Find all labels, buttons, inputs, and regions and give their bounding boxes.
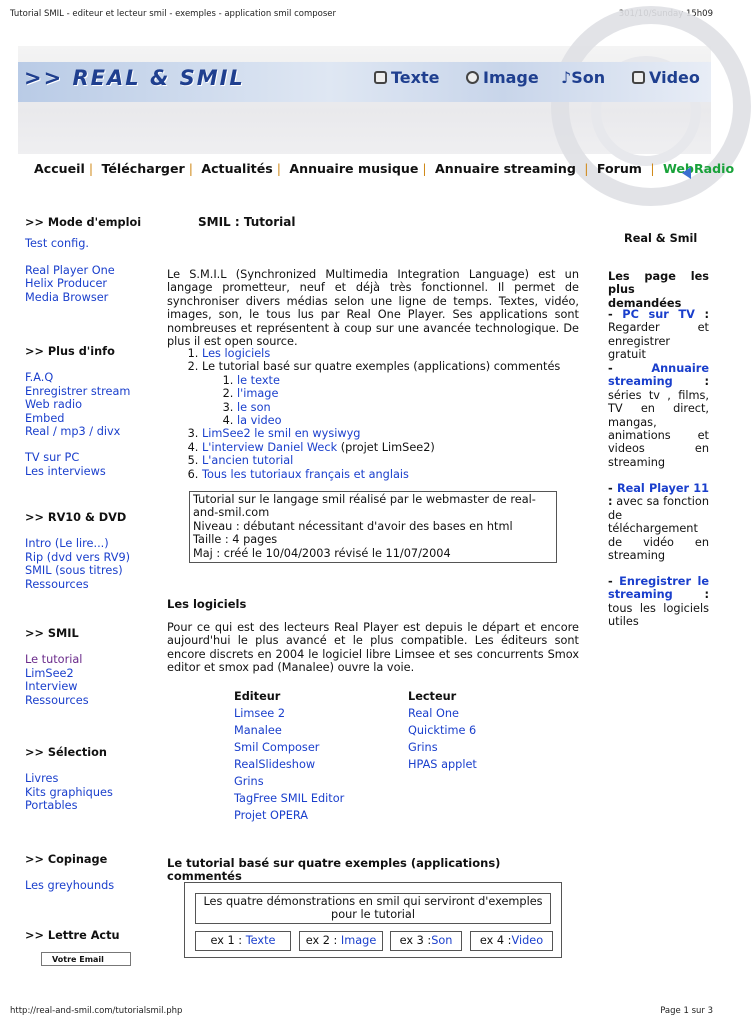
sidebar-link-smil-sous-titres[interactable]: SMIL (sous titres) [25, 564, 123, 578]
sidebar-heading: >> Lettre Actu [25, 929, 120, 942]
sidebar-link-greyhounds[interactable]: Les greyhounds [25, 879, 115, 893]
toc-link-limsee2[interactable]: LimSee2 le smil en wysiwyg [202, 427, 361, 441]
info-line: Taille : 4 pages [193, 533, 278, 547]
toc-item [202, 468, 582, 481]
sidebar-heading: >> Mode d'emploi [25, 216, 142, 229]
toc-link-logiciels[interactable]: Les logiciels [202, 347, 271, 360]
toc-item [202, 427, 582, 440]
toc-sublist [237, 374, 582, 428]
table-of-contents [202, 347, 582, 481]
sidebar-link-ressources[interactable]: Ressources [25, 577, 89, 591]
toc-link-video[interactable]: la video [237, 414, 282, 428]
speaker-icon[interactable] [682, 167, 691, 179]
sidebar-link-interview[interactable]: Interview [25, 680, 78, 694]
lecteur-link[interactable]: Quicktime 6 [408, 724, 477, 737]
banner-menu-son[interactable]: ♪Son [561, 68, 606, 87]
demo-description: Les quatre démonstrations en smil qui serviront d'exemples pour le tutorial [195, 893, 551, 924]
nav-annuaire-musique[interactable]: Annuaire musique [289, 161, 419, 176]
newsletter-email-field[interactable]: Votre Email [41, 952, 131, 966]
toc-link-texte[interactable]: le texte [237, 373, 280, 387]
right-item-annuaire: - Annuaire streaming : séries tv , films, TV en direct, mangas, animations et videos en streaming [608, 362, 709, 469]
nav-webradio[interactable]: WebRadio [662, 161, 735, 176]
music-note-icon: ♪ [561, 68, 572, 87]
lecteur-heading: Lecteur [408, 690, 457, 703]
nav-separator: | [650, 161, 655, 176]
example-3-button[interactable]: ex 3 :Son [390, 931, 462, 951]
toc-link-ancien-tutorial[interactable]: L'ancien tutorial [202, 454, 294, 468]
sidebar-heading: >> RV10 & DVD [25, 511, 127, 524]
sidebar-link-portables[interactable]: Portables [25, 799, 78, 813]
lecteur-link[interactable]: Real One [408, 707, 459, 720]
example-2-button[interactable]: ex 2 : Image [299, 931, 383, 951]
sidebar-heading: >> Plus d'info [25, 345, 115, 358]
nav-separator: | [88, 161, 94, 176]
page-title: SMIL : Tutorial [198, 215, 296, 229]
editeur-link[interactable]: TagFree SMIL Editor [234, 792, 345, 805]
nav-separator: | [188, 161, 193, 176]
sidebar-group-lettre [25, 929, 120, 942]
toc-link-image[interactable]: l'image [237, 387, 279, 401]
info-line: Tutorial sur le langage smil réalisé par le webmaster de real-and-smil.com [193, 493, 536, 520]
sidebar-link-ressources[interactable]: Ressources [25, 693, 89, 707]
right-item-enregistrer: - Enregistrer le streaming : tous les logiciels utiles [608, 575, 709, 629]
right-link-enregistrer-streaming[interactable]: Enregistrer le streaming [608, 575, 709, 602]
video-icon [632, 71, 645, 84]
toc-item [202, 347, 582, 360]
sidebar-link-embed[interactable]: Embed [25, 411, 65, 425]
nav-actualites[interactable]: Actualités [201, 161, 273, 176]
right-link-pc-sur-tv[interactable]: PC sur TV [622, 308, 695, 321]
lecteur-column [408, 688, 477, 773]
sidebar-link-helix-producer[interactable]: Helix Producer [25, 277, 108, 291]
toc-subitem [237, 414, 582, 427]
sidebar-link-livres[interactable]: Livres [25, 772, 59, 786]
right-item-pc-sur-tv: - PC sur TV : Regarder et enregistrer gratuit [608, 308, 709, 362]
right-item-real-player-11: - Real Player 11 : avec sa fonction de téléchargement de vidéo en streaming [608, 482, 710, 563]
sidebar-link-test-config[interactable]: Test config. [25, 237, 89, 251]
editeur-link[interactable]: Projet OPERA [234, 809, 308, 822]
sidebar-link-web-radio[interactable]: Web radio [25, 398, 83, 412]
sidebar-group-smil [25, 627, 89, 707]
sidebar-heading: >> SMIL [25, 627, 79, 640]
editeur-link[interactable]: Smil Composer [234, 741, 320, 754]
demo-box [184, 882, 562, 958]
nav-annuaire-streaming[interactable]: Annuaire streaming [435, 161, 576, 176]
info-line: Maj : créé le 10/04/2003 révisé le 11/07/2004 [193, 546, 451, 560]
example-1-button[interactable]: ex 1 : Texte [195, 931, 291, 951]
toc-link-interview[interactable]: L'interview Daniel Weck [202, 440, 338, 454]
site-banner [18, 46, 711, 154]
main-nav [34, 161, 734, 176]
editeur-link[interactable]: Grins [234, 775, 264, 788]
banner-menu-video[interactable]: Video [632, 68, 700, 87]
sidebar-link-real-player-one[interactable]: Real Player One [25, 263, 115, 277]
image-icon [466, 71, 479, 84]
most-requested-heading: Les page les plus demandées [608, 270, 709, 310]
sidebar-link-tv-sur-pc[interactable]: TV sur PC [25, 451, 80, 465]
editeur-link[interactable]: Limsee 2 [234, 707, 286, 720]
right-link-real-player-11[interactable]: Real Player 11 [616, 482, 710, 495]
editeur-heading: Editeur [234, 690, 281, 703]
section-heading-tutorial: Le tutorial basé sur quatre exemples (applications) commentés [167, 856, 501, 884]
tutorial-info-box [189, 491, 557, 563]
text-icon [374, 71, 387, 84]
print-header-date: 301/10/Sunday 15h09 [618, 9, 713, 19]
section-heading-logiciels: Les logiciels [167, 597, 247, 611]
sidebar-link-intro[interactable]: Intro (Le lire...) [25, 537, 109, 551]
sidebar-link-kits-graphiques[interactable]: Kits graphiques [25, 785, 113, 799]
sidebar-group-selection [25, 746, 113, 813]
lecteur-link[interactable]: Grins [408, 741, 438, 754]
sidebar-heading: >> Sélection [25, 746, 107, 759]
toc-item: 4. L'interview Daniel Weck (projet LimSee2) [202, 441, 582, 454]
nav-forum[interactable]: Forum [596, 161, 642, 176]
toc-link-tous-tutoriaux[interactable]: Tous les tutoriaux français et anglais [202, 467, 409, 481]
sidebar-link-media-browser[interactable]: Media Browser [25, 290, 109, 304]
sidebar-link-faq[interactable]: F.A.Q [25, 371, 54, 385]
sidebar-link-interviews[interactable]: Les interviews [25, 464, 106, 478]
sidebar-group-copinage [25, 853, 114, 893]
toc-subitem [237, 387, 582, 400]
editeur-link[interactable]: RealSlideshow [234, 758, 316, 771]
sidebar-heading: >> Copinage [25, 853, 108, 866]
nav-separator: | [422, 161, 427, 176]
editeur-column [234, 688, 344, 824]
intro-paragraph: Le S.M.I.L (Synchronized Multimedia Integration Language) est un langage prometteur, neuf et déjà très fonctionnel. Il permet de synchroniser divers médias selon une ligne de temps. Textes, vidéo, images, son, le tous lus par Real One Player. Ses applications sont nombreuses et représentent à coup sur une avancée technologique. De plus il est open source. [167, 268, 579, 349]
toc-item [202, 454, 582, 467]
print-header-title: Tutorial SMIL - editeur et lecteur smil - exemples - application smil composer [10, 9, 336, 19]
banner-menu-texte[interactable]: Texte [374, 68, 439, 87]
sidebar-link-limsee2[interactable]: LimSee2 [25, 666, 74, 680]
right-sidebar-title: Real & Smil [624, 232, 698, 245]
sidebar-group-plus [25, 345, 130, 478]
sidebar-group-rv10 [25, 511, 130, 591]
lecteur-link[interactable]: HPAS applet [408, 758, 477, 771]
example-4-button[interactable]: ex 4 :Video [470, 931, 553, 951]
banner-menu-image[interactable]: Image [466, 68, 539, 87]
site-logo[interactable]: >> REAL & SMIL [24, 66, 245, 90]
print-footer-page: Page 1 sur 3 [660, 1006, 713, 1016]
right-link-annuaire-streaming[interactable]: Annuaire streaming [608, 362, 709, 389]
sidebar-link-enregistrer-stream[interactable]: Enregistrer stream [25, 384, 131, 398]
sidebar-link-rip[interactable]: Rip (dvd vers RV9) [25, 550, 131, 564]
print-footer-url: http://real-and-smil.com/tutorialsmil.php [10, 1006, 183, 1016]
toc-item: 2. Le tutorial basé sur quatre exemples (applications) commentés 1. le texte 2. l'image 3. le son 4. la video [202, 360, 582, 427]
sidebar-link-real-mp3-divx[interactable]: Real / mp3 / divx [25, 425, 121, 439]
sidebar-link-le-tutorial[interactable]: Le tutorial [25, 653, 83, 667]
info-line: Niveau : débutant nécessitant d'avoir des bases en html [193, 519, 513, 533]
toc-link-son[interactable]: le son [237, 400, 271, 414]
sidebar-group-mode [25, 216, 141, 304]
toc-subitem [237, 401, 582, 414]
nav-accueil[interactable]: Accueil [34, 161, 85, 176]
editeur-link[interactable]: Manalee [234, 724, 282, 737]
toc-subitem [237, 374, 582, 387]
nav-separator: | [276, 161, 281, 176]
logiciels-paragraph: Pour ce qui est des lecteurs Real Player est depuis le départ et encore aujourd'hui le plus avancé et le plus compatible. Les éditeurs sont encore discrets en 2004 le logiciel libre Limsee et ses concurrents Smox editor et smox pad (Manalee) ouvre la voie. [167, 621, 579, 675]
nav-telecharger[interactable]: Télécharger [101, 161, 185, 176]
nav-separator: | [584, 161, 589, 176]
